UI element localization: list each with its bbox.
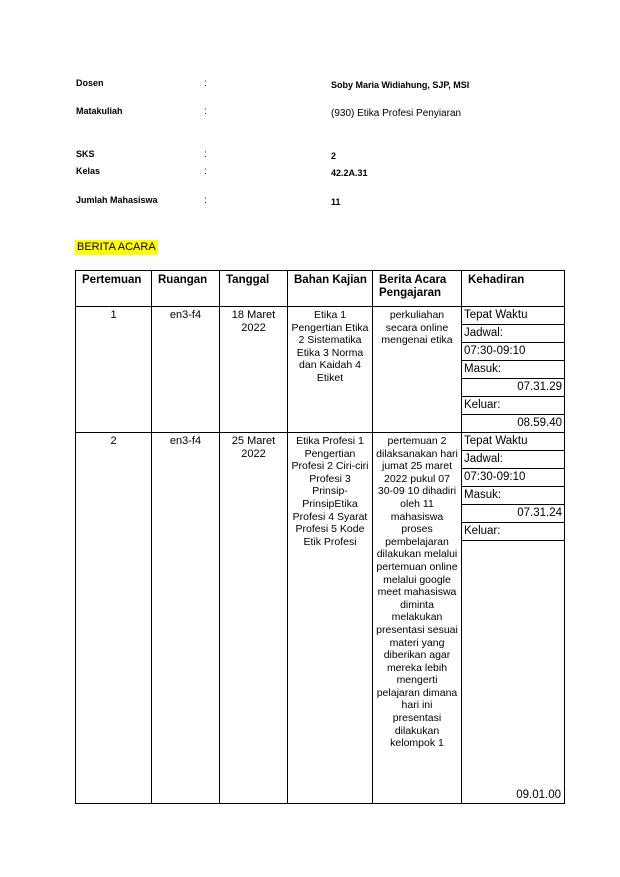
dosen-label: Dosen: [76, 78, 104, 88]
cell-ruangan: en3-f4: [169, 435, 202, 447]
cell-kehadiran: [462, 307, 565, 433]
kehadiran-keluar-label: Keluar:: [462, 397, 564, 415]
section-title: BERITA ACARA: [77, 241, 156, 253]
berita-acara-table: [75, 270, 565, 804]
cell-kehadiran: [462, 433, 565, 804]
matakuliah-label: Matakuliah: [76, 106, 123, 116]
colon: :: [204, 149, 207, 160]
table-row: [76, 433, 565, 804]
kehadiran-masuk: 07.31.29: [462, 379, 564, 397]
cell-tanggal: 18 Maret 2022: [231, 309, 276, 334]
kehadiran-masuk-label: Masuk:: [462, 487, 564, 505]
header-tanggal: Tanggal: [220, 271, 288, 307]
kehadiran-masuk-label: Masuk:: [462, 361, 564, 379]
kehadiran-masuk: 07.31.24: [462, 505, 564, 523]
kehadiran-jadwal: 07:30-09:10: [462, 343, 564, 361]
cell-berita-acara: perkuliahan secara online mengenai etika: [381, 309, 453, 347]
kehadiran-jadwal-label: Jadwal:: [462, 325, 564, 343]
header-kehadiran: Kehadiran: [462, 271, 565, 307]
header-pertemuan: Pertemuan: [76, 271, 152, 307]
sks-value: 2: [331, 151, 337, 161]
cell-ruangan: en3-f4: [169, 309, 202, 321]
kehadiran-status: Tepat Waktu: [462, 307, 564, 325]
header-ruangan: Ruangan: [152, 271, 220, 307]
kehadiran-jadwal: 07:30-09:10: [462, 469, 564, 487]
colon: :: [204, 166, 207, 177]
sks-label: SKS: [76, 149, 95, 159]
matakuliah-value: (930) Etika Profesi Penyiaran: [331, 108, 462, 119]
kelas-value: 42.2A.31: [331, 168, 368, 178]
kehadiran-keluar: 09.01.00: [516, 789, 561, 801]
header-berita-acara: Berita Acara Pengajaran: [373, 271, 462, 307]
table-row: [76, 307, 565, 433]
cell-pertemuan: 1: [110, 309, 117, 321]
jumlah-value: 11: [331, 197, 341, 207]
kehadiran-keluar: 08.59.40: [517, 417, 562, 429]
cell-bahan-kajian: Etika 1 Pengertian Etika 2 Sistematika Etika 3 Norma dan Kaidah 4 Etiket: [291, 309, 369, 384]
kehadiran-jadwal-label: Jadwal:: [462, 451, 564, 469]
colon: :: [204, 106, 207, 117]
kehadiran-keluar-label: Keluar:: [462, 523, 564, 541]
cell-tanggal: 25 Maret 2022: [231, 435, 276, 460]
kehadiran-status: Tepat Waktu: [462, 433, 564, 451]
kelas-label: Kelas: [76, 166, 101, 176]
colon: :: [204, 78, 207, 89]
dosen-value: Soby Maria Widiahung, SJP, MSI: [331, 80, 470, 90]
colon: :: [204, 195, 207, 206]
table-header-row: [76, 271, 565, 307]
cell-berita-acara: pertemuan 2 dilaksanakan hari jumat 25 maret 2022 pukul 07 30-09 10 dihadiri oleh 11 mahasiswa proses pembelajaran dilakukan melalui pertemuan online melalui google meet mahasiswa diminta melakukan presentasi sesuai materi yang diberikan agar mereka lebih mengerti pelajaran dimana hari ini presentasi dilakukan kelompok 1: [376, 435, 458, 750]
jumlah-label: Jumlah Mahasiswa: [76, 195, 158, 205]
header-bahan-kajian: Bahan Kajian: [288, 271, 373, 307]
cell-bahan-kajian: Etika Profesi 1 Pengertian Profesi 2 Ciri-ciri Profesi 3 Prinsip-PrinsipEtika Profesi 4 Syarat Profesi 5 Kode Etik Profesi: [291, 435, 369, 548]
cell-pertemuan: 2: [110, 435, 117, 447]
